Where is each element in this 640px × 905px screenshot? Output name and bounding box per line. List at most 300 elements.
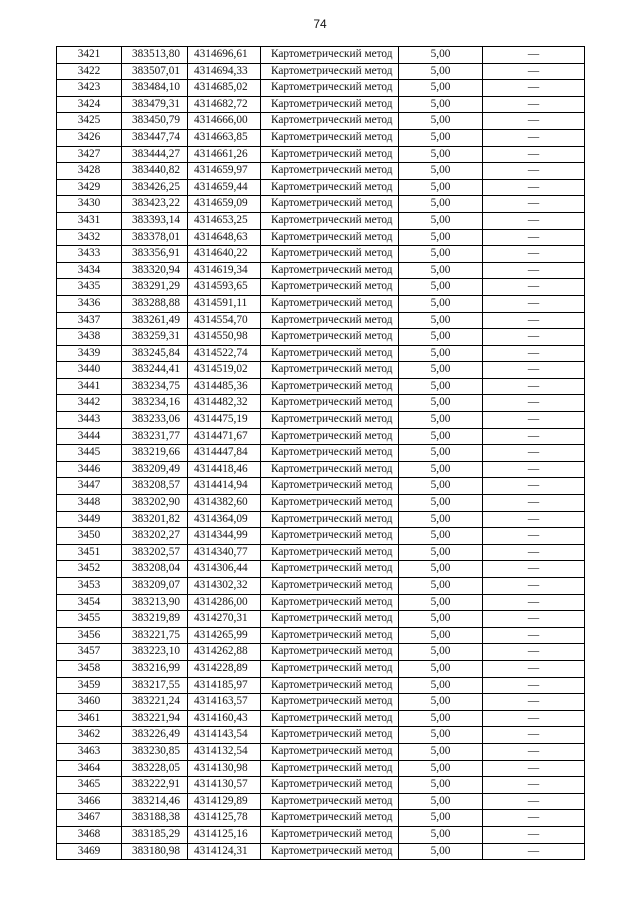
accuracy-cell: 5,00 bbox=[399, 528, 483, 545]
accuracy-cell: 5,00 bbox=[399, 295, 483, 312]
x-coordinate-cell: 383213,90 bbox=[122, 594, 188, 611]
y-coordinate-cell: 4314554,70 bbox=[188, 312, 261, 329]
y-coordinate-cell: 4314163,57 bbox=[188, 694, 261, 711]
y-coordinate-cell: 4314522,74 bbox=[188, 345, 261, 362]
dash-cell: — bbox=[483, 63, 585, 80]
table-row bbox=[57, 96, 585, 113]
method-cell: Картометрический метод bbox=[261, 196, 399, 213]
table-row bbox=[57, 212, 585, 229]
x-coordinate-cell: 383231,77 bbox=[122, 428, 188, 445]
accuracy-cell: 5,00 bbox=[399, 660, 483, 677]
method-cell: Картометрический метод bbox=[261, 627, 399, 644]
x-coordinate-cell: 383234,16 bbox=[122, 395, 188, 412]
x-coordinate-cell: 383288,88 bbox=[122, 295, 188, 312]
accuracy-cell: 5,00 bbox=[399, 113, 483, 130]
x-coordinate-cell: 383223,10 bbox=[122, 644, 188, 661]
accuracy-cell: 5,00 bbox=[399, 743, 483, 760]
accuracy-cell: 5,00 bbox=[399, 694, 483, 711]
y-coordinate-cell: 4314682,72 bbox=[188, 96, 261, 113]
table-row bbox=[57, 279, 585, 296]
y-coordinate-cell: 4314382,60 bbox=[188, 495, 261, 512]
method-cell: Картометрический метод bbox=[261, 478, 399, 495]
accuracy-cell: 5,00 bbox=[399, 329, 483, 346]
table-row bbox=[57, 578, 585, 595]
y-coordinate-cell: 4314685,02 bbox=[188, 80, 261, 97]
x-coordinate-cell: 383513,80 bbox=[122, 47, 188, 64]
y-coordinate-cell: 4314659,97 bbox=[188, 163, 261, 180]
table-row bbox=[57, 826, 585, 843]
point-number-cell: 3429 bbox=[57, 179, 122, 196]
method-cell: Картометрический метод bbox=[261, 843, 399, 860]
y-coordinate-cell: 4314694,33 bbox=[188, 63, 261, 80]
x-coordinate-cell: 383259,31 bbox=[122, 329, 188, 346]
point-number-cell: 3438 bbox=[57, 329, 122, 346]
point-number-cell: 3459 bbox=[57, 677, 122, 694]
dash-cell: — bbox=[483, 677, 585, 694]
x-coordinate-cell: 383188,38 bbox=[122, 810, 188, 827]
x-coordinate-cell: 383320,94 bbox=[122, 262, 188, 279]
accuracy-cell: 5,00 bbox=[399, 843, 483, 860]
accuracy-cell: 5,00 bbox=[399, 578, 483, 595]
method-cell: Картометрический метод bbox=[261, 428, 399, 445]
table-row bbox=[57, 810, 585, 827]
x-coordinate-cell: 383507,01 bbox=[122, 63, 188, 80]
point-number-cell: 3455 bbox=[57, 611, 122, 628]
dash-cell: — bbox=[483, 312, 585, 329]
method-cell: Картометрический метод bbox=[261, 594, 399, 611]
table-row bbox=[57, 478, 585, 495]
point-number-cell: 3460 bbox=[57, 694, 122, 711]
method-cell: Картометрический метод bbox=[261, 578, 399, 595]
dash-cell: — bbox=[483, 212, 585, 229]
y-coordinate-cell: 4314593,65 bbox=[188, 279, 261, 296]
dash-cell: — bbox=[483, 611, 585, 628]
method-cell: Картометрический метод bbox=[261, 561, 399, 578]
point-number-cell: 3421 bbox=[57, 47, 122, 64]
x-coordinate-cell: 383202,57 bbox=[122, 544, 188, 561]
dash-cell: — bbox=[483, 810, 585, 827]
accuracy-cell: 5,00 bbox=[399, 47, 483, 64]
point-number-cell: 3449 bbox=[57, 511, 122, 528]
dash-cell: — bbox=[483, 345, 585, 362]
x-coordinate-cell: 383221,75 bbox=[122, 627, 188, 644]
accuracy-cell: 5,00 bbox=[399, 229, 483, 246]
method-cell: Картометрический метод bbox=[261, 362, 399, 379]
dash-cell: — bbox=[483, 627, 585, 644]
dash-cell: — bbox=[483, 694, 585, 711]
y-coordinate-cell: 4314550,98 bbox=[188, 329, 261, 346]
method-cell: Картометрический метод bbox=[261, 677, 399, 694]
method-cell: Картометрический метод bbox=[261, 644, 399, 661]
dash-cell: — bbox=[483, 80, 585, 97]
y-coordinate-cell: 4314130,98 bbox=[188, 760, 261, 777]
point-number-cell: 3435 bbox=[57, 279, 122, 296]
point-number-cell: 3431 bbox=[57, 212, 122, 229]
x-coordinate-cell: 383230,85 bbox=[122, 743, 188, 760]
x-coordinate-cell: 383221,24 bbox=[122, 694, 188, 711]
x-coordinate-cell: 383484,10 bbox=[122, 80, 188, 97]
point-number-cell: 3426 bbox=[57, 129, 122, 146]
x-coordinate-cell: 383222,91 bbox=[122, 777, 188, 794]
method-cell: Картометрический метод bbox=[261, 495, 399, 512]
dash-cell: — bbox=[483, 378, 585, 395]
x-coordinate-cell: 383221,94 bbox=[122, 710, 188, 727]
dash-cell: — bbox=[483, 826, 585, 843]
x-coordinate-cell: 383216,99 bbox=[122, 660, 188, 677]
method-cell: Картометрический метод bbox=[261, 445, 399, 462]
dash-cell: — bbox=[483, 428, 585, 445]
x-coordinate-cell: 383479,31 bbox=[122, 96, 188, 113]
point-number-cell: 3447 bbox=[57, 478, 122, 495]
y-coordinate-cell: 4314143,54 bbox=[188, 727, 261, 744]
accuracy-cell: 5,00 bbox=[399, 196, 483, 213]
dash-cell: — bbox=[483, 179, 585, 196]
dash-cell: — bbox=[483, 395, 585, 412]
point-number-cell: 3451 bbox=[57, 544, 122, 561]
accuracy-cell: 5,00 bbox=[399, 677, 483, 694]
point-number-cell: 3469 bbox=[57, 843, 122, 860]
method-cell: Картометрический метод bbox=[261, 611, 399, 628]
method-cell: Картометрический метод bbox=[261, 461, 399, 478]
method-cell: Картометрический метод bbox=[261, 743, 399, 760]
table-row bbox=[57, 627, 585, 644]
accuracy-cell: 5,00 bbox=[399, 428, 483, 445]
x-coordinate-cell: 383219,89 bbox=[122, 611, 188, 628]
x-coordinate-cell: 383423,22 bbox=[122, 196, 188, 213]
table-row bbox=[57, 611, 585, 628]
x-coordinate-cell: 383233,06 bbox=[122, 412, 188, 429]
point-number-cell: 3456 bbox=[57, 627, 122, 644]
table-row bbox=[57, 146, 585, 163]
table-row bbox=[57, 694, 585, 711]
y-coordinate-cell: 4314125,78 bbox=[188, 810, 261, 827]
dash-cell: — bbox=[483, 843, 585, 860]
accuracy-cell: 5,00 bbox=[399, 412, 483, 429]
x-coordinate-cell: 383219,66 bbox=[122, 445, 188, 462]
accuracy-cell: 5,00 bbox=[399, 594, 483, 611]
table-body bbox=[57, 47, 585, 860]
method-cell: Картометрический метод bbox=[261, 727, 399, 744]
table-row bbox=[57, 660, 585, 677]
table-row bbox=[57, 793, 585, 810]
y-coordinate-cell: 4314185,97 bbox=[188, 677, 261, 694]
method-cell: Картометрический метод bbox=[261, 378, 399, 395]
y-coordinate-cell: 4314661,26 bbox=[188, 146, 261, 163]
dash-cell: — bbox=[483, 96, 585, 113]
point-number-cell: 3434 bbox=[57, 262, 122, 279]
method-cell: Картометрический метод bbox=[261, 96, 399, 113]
dash-cell: — bbox=[483, 295, 585, 312]
x-coordinate-cell: 383261,49 bbox=[122, 312, 188, 329]
method-cell: Картометрический метод bbox=[261, 312, 399, 329]
x-coordinate-cell: 383208,57 bbox=[122, 478, 188, 495]
y-coordinate-cell: 4314160,43 bbox=[188, 710, 261, 727]
y-coordinate-cell: 4314663,85 bbox=[188, 129, 261, 146]
method-cell: Картометрический метод bbox=[261, 793, 399, 810]
dash-cell: — bbox=[483, 47, 585, 64]
dash-cell: — bbox=[483, 544, 585, 561]
table-row bbox=[57, 179, 585, 196]
point-number-cell: 3427 bbox=[57, 146, 122, 163]
accuracy-cell: 5,00 bbox=[399, 395, 483, 412]
accuracy-cell: 5,00 bbox=[399, 80, 483, 97]
accuracy-cell: 5,00 bbox=[399, 312, 483, 329]
method-cell: Картометрический метод bbox=[261, 279, 399, 296]
accuracy-cell: 5,00 bbox=[399, 378, 483, 395]
table-row bbox=[57, 511, 585, 528]
point-number-cell: 3463 bbox=[57, 743, 122, 760]
accuracy-cell: 5,00 bbox=[399, 544, 483, 561]
point-number-cell: 3466 bbox=[57, 793, 122, 810]
x-coordinate-cell: 383356,91 bbox=[122, 246, 188, 263]
point-number-cell: 3422 bbox=[57, 63, 122, 80]
accuracy-cell: 5,00 bbox=[399, 727, 483, 744]
point-number-cell: 3462 bbox=[57, 727, 122, 744]
point-number-cell: 3467 bbox=[57, 810, 122, 827]
accuracy-cell: 5,00 bbox=[399, 461, 483, 478]
y-coordinate-cell: 4314302,32 bbox=[188, 578, 261, 595]
table-row bbox=[57, 229, 585, 246]
coordinates-table bbox=[56, 46, 585, 860]
point-number-cell: 3452 bbox=[57, 561, 122, 578]
point-number-cell: 3444 bbox=[57, 428, 122, 445]
y-coordinate-cell: 4314344,99 bbox=[188, 528, 261, 545]
dash-cell: — bbox=[483, 760, 585, 777]
method-cell: Картометрический метод bbox=[261, 528, 399, 545]
y-coordinate-cell: 4314696,61 bbox=[188, 47, 261, 64]
table-row bbox=[57, 710, 585, 727]
accuracy-cell: 5,00 bbox=[399, 810, 483, 827]
x-coordinate-cell: 383244,41 bbox=[122, 362, 188, 379]
point-number-cell: 3437 bbox=[57, 312, 122, 329]
y-coordinate-cell: 4314659,09 bbox=[188, 196, 261, 213]
dash-cell: — bbox=[483, 461, 585, 478]
point-number-cell: 3454 bbox=[57, 594, 122, 611]
y-coordinate-cell: 4314265,99 bbox=[188, 627, 261, 644]
method-cell: Картометрический метод bbox=[261, 129, 399, 146]
method-cell: Картометрический метод bbox=[261, 694, 399, 711]
point-number-cell: 3453 bbox=[57, 578, 122, 595]
accuracy-cell: 5,00 bbox=[399, 760, 483, 777]
accuracy-cell: 5,00 bbox=[399, 644, 483, 661]
table-row bbox=[57, 196, 585, 213]
method-cell: Картометрический метод bbox=[261, 212, 399, 229]
point-number-cell: 3439 bbox=[57, 345, 122, 362]
method-cell: Картометрический метод bbox=[261, 246, 399, 263]
accuracy-cell: 5,00 bbox=[399, 246, 483, 263]
x-coordinate-cell: 383201,82 bbox=[122, 511, 188, 528]
table-row bbox=[57, 495, 585, 512]
table-row bbox=[57, 80, 585, 97]
method-cell: Картометрический метод bbox=[261, 146, 399, 163]
dash-cell: — bbox=[483, 445, 585, 462]
dash-cell: — bbox=[483, 495, 585, 512]
x-coordinate-cell: 383245,84 bbox=[122, 345, 188, 362]
y-coordinate-cell: 4314414,94 bbox=[188, 478, 261, 495]
dash-cell: — bbox=[483, 511, 585, 528]
y-coordinate-cell: 4314653,25 bbox=[188, 212, 261, 229]
point-number-cell: 3457 bbox=[57, 644, 122, 661]
accuracy-cell: 5,00 bbox=[399, 611, 483, 628]
method-cell: Картометрический метод bbox=[261, 179, 399, 196]
accuracy-cell: 5,00 bbox=[399, 179, 483, 196]
method-cell: Картометрический метод bbox=[261, 345, 399, 362]
table-row bbox=[57, 777, 585, 794]
dash-cell: — bbox=[483, 710, 585, 727]
point-number-cell: 3461 bbox=[57, 710, 122, 727]
y-coordinate-cell: 4314666,00 bbox=[188, 113, 261, 130]
dash-cell: — bbox=[483, 561, 585, 578]
table-row bbox=[57, 295, 585, 312]
y-coordinate-cell: 4314364,09 bbox=[188, 511, 261, 528]
accuracy-cell: 5,00 bbox=[399, 96, 483, 113]
dash-cell: — bbox=[483, 246, 585, 263]
dash-cell: — bbox=[483, 146, 585, 163]
x-coordinate-cell: 383202,27 bbox=[122, 528, 188, 545]
point-number-cell: 3442 bbox=[57, 395, 122, 412]
table-row bbox=[57, 395, 585, 412]
dash-cell: — bbox=[483, 412, 585, 429]
dash-cell: — bbox=[483, 727, 585, 744]
y-coordinate-cell: 4314648,63 bbox=[188, 229, 261, 246]
dash-cell: — bbox=[483, 594, 585, 611]
accuracy-cell: 5,00 bbox=[399, 262, 483, 279]
table-row bbox=[57, 528, 585, 545]
dash-cell: — bbox=[483, 362, 585, 379]
table-row bbox=[57, 246, 585, 263]
table-row bbox=[57, 743, 585, 760]
x-coordinate-cell: 383393,14 bbox=[122, 212, 188, 229]
x-coordinate-cell: 383209,07 bbox=[122, 578, 188, 595]
method-cell: Картометрический метод bbox=[261, 777, 399, 794]
dash-cell: — bbox=[483, 793, 585, 810]
x-coordinate-cell: 383378,01 bbox=[122, 229, 188, 246]
point-number-cell: 3440 bbox=[57, 362, 122, 379]
point-number-cell: 3441 bbox=[57, 378, 122, 395]
point-number-cell: 3424 bbox=[57, 96, 122, 113]
method-cell: Картометрический метод bbox=[261, 810, 399, 827]
table-row bbox=[57, 163, 585, 180]
x-coordinate-cell: 383202,90 bbox=[122, 495, 188, 512]
point-number-cell: 3448 bbox=[57, 495, 122, 512]
method-cell: Картометрический метод bbox=[261, 80, 399, 97]
method-cell: Картометрический метод bbox=[261, 113, 399, 130]
dash-cell: — bbox=[483, 279, 585, 296]
dash-cell: — bbox=[483, 262, 585, 279]
accuracy-cell: 5,00 bbox=[399, 511, 483, 528]
dash-cell: — bbox=[483, 660, 585, 677]
dash-cell: — bbox=[483, 163, 585, 180]
point-number-cell: 3432 bbox=[57, 229, 122, 246]
y-coordinate-cell: 4314262,88 bbox=[188, 644, 261, 661]
method-cell: Картометрический метод bbox=[261, 412, 399, 429]
table-row bbox=[57, 378, 585, 395]
table-row bbox=[57, 843, 585, 860]
point-number-cell: 3465 bbox=[57, 777, 122, 794]
point-number-cell: 3425 bbox=[57, 113, 122, 130]
table-row bbox=[57, 561, 585, 578]
dash-cell: — bbox=[483, 229, 585, 246]
table-row bbox=[57, 262, 585, 279]
accuracy-cell: 5,00 bbox=[399, 146, 483, 163]
table-row bbox=[57, 362, 585, 379]
accuracy-cell: 5,00 bbox=[399, 826, 483, 843]
y-coordinate-cell: 4314270,31 bbox=[188, 611, 261, 628]
accuracy-cell: 5,00 bbox=[399, 710, 483, 727]
accuracy-cell: 5,00 bbox=[399, 362, 483, 379]
table-row bbox=[57, 412, 585, 429]
x-coordinate-cell: 383234,75 bbox=[122, 378, 188, 395]
table-row bbox=[57, 312, 585, 329]
y-coordinate-cell: 4314286,00 bbox=[188, 594, 261, 611]
method-cell: Картометрический метод bbox=[261, 660, 399, 677]
y-coordinate-cell: 4314519,02 bbox=[188, 362, 261, 379]
x-coordinate-cell: 383444,27 bbox=[122, 146, 188, 163]
y-coordinate-cell: 4314591,11 bbox=[188, 295, 261, 312]
method-cell: Картометрический метод bbox=[261, 262, 399, 279]
x-coordinate-cell: 383208,04 bbox=[122, 561, 188, 578]
y-coordinate-cell: 4314482,32 bbox=[188, 395, 261, 412]
point-number-cell: 3428 bbox=[57, 163, 122, 180]
method-cell: Картометрический метод bbox=[261, 229, 399, 246]
x-coordinate-cell: 383440,82 bbox=[122, 163, 188, 180]
dash-cell: — bbox=[483, 113, 585, 130]
x-coordinate-cell: 383450,79 bbox=[122, 113, 188, 130]
point-number-cell: 3468 bbox=[57, 826, 122, 843]
table-row bbox=[57, 329, 585, 346]
y-coordinate-cell: 4314447,84 bbox=[188, 445, 261, 462]
y-coordinate-cell: 4314132,54 bbox=[188, 743, 261, 760]
point-number-cell: 3443 bbox=[57, 412, 122, 429]
table-row bbox=[57, 345, 585, 362]
table-row bbox=[57, 445, 585, 462]
y-coordinate-cell: 4314125,16 bbox=[188, 826, 261, 843]
accuracy-cell: 5,00 bbox=[399, 478, 483, 495]
accuracy-cell: 5,00 bbox=[399, 445, 483, 462]
x-coordinate-cell: 383447,74 bbox=[122, 129, 188, 146]
accuracy-cell: 5,00 bbox=[399, 163, 483, 180]
method-cell: Картометрический метод bbox=[261, 826, 399, 843]
point-number-cell: 3436 bbox=[57, 295, 122, 312]
point-number-cell: 3464 bbox=[57, 760, 122, 777]
accuracy-cell: 5,00 bbox=[399, 777, 483, 794]
x-coordinate-cell: 383426,25 bbox=[122, 179, 188, 196]
table-row bbox=[57, 47, 585, 64]
dash-cell: — bbox=[483, 478, 585, 495]
dash-cell: — bbox=[483, 777, 585, 794]
table-row bbox=[57, 644, 585, 661]
page-number: 74 bbox=[313, 17, 327, 31]
point-number-cell: 3450 bbox=[57, 528, 122, 545]
accuracy-cell: 5,00 bbox=[399, 561, 483, 578]
dash-cell: — bbox=[483, 528, 585, 545]
method-cell: Картометрический метод bbox=[261, 47, 399, 64]
table-row bbox=[57, 727, 585, 744]
accuracy-cell: 5,00 bbox=[399, 129, 483, 146]
y-coordinate-cell: 4314340,77 bbox=[188, 544, 261, 561]
y-coordinate-cell: 4314130,57 bbox=[188, 777, 261, 794]
table-row bbox=[57, 594, 585, 611]
y-coordinate-cell: 4314228,89 bbox=[188, 660, 261, 677]
accuracy-cell: 5,00 bbox=[399, 793, 483, 810]
method-cell: Картометрический метод bbox=[261, 710, 399, 727]
x-coordinate-cell: 383217,55 bbox=[122, 677, 188, 694]
x-coordinate-cell: 383228,05 bbox=[122, 760, 188, 777]
method-cell: Картометрический метод bbox=[261, 395, 399, 412]
accuracy-cell: 5,00 bbox=[399, 212, 483, 229]
x-coordinate-cell: 383185,29 bbox=[122, 826, 188, 843]
dash-cell: — bbox=[483, 129, 585, 146]
